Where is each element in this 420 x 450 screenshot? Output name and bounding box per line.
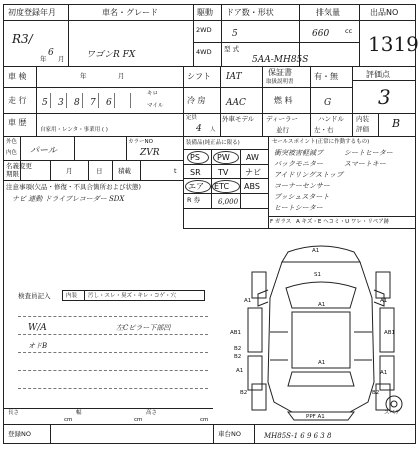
mark-a1-mid: A1: [318, 302, 326, 308]
first-reg-value: R3/: [12, 32, 33, 46]
drive-4wd: 4WD: [196, 48, 212, 56]
shift-label: シフト: [187, 72, 211, 81]
equip-sr: SR: [190, 168, 201, 177]
mark-a1-top: A1: [312, 248, 320, 254]
score-value: 3: [378, 85, 391, 109]
color-label: 外色: [6, 139, 18, 145]
mark-a1-left: A1: [244, 298, 252, 304]
mark-ab1-b: AB1: [384, 330, 396, 336]
scratch-legend: A キズ・E ヘコミ・U ワレ・リペア跡: [296, 219, 390, 225]
history-label: 車 歴: [8, 118, 27, 127]
capacity2-label: 積載: [118, 167, 131, 175]
inspector-note-2: 左Cピラー下部凹: [116, 324, 171, 332]
sales-point-r2: スマートキー: [344, 160, 386, 168]
capacity-label: 定員: [186, 115, 198, 121]
cc-unit: cc: [345, 27, 353, 35]
handle-label: ハンドル: [318, 115, 344, 123]
seats-unit: 人: [210, 127, 216, 133]
interior-state-label: 内装: [66, 293, 78, 299]
equip-air: エア: [188, 182, 204, 191]
color-sub: 内色: [6, 150, 18, 156]
mileage-km: キロ: [147, 91, 159, 97]
outer-model-label: 外車モデル: [222, 115, 255, 123]
inspector-note-1: W/A: [28, 323, 47, 333]
lot-no-label: 出品NO: [370, 8, 399, 17]
equip-tv: TV: [218, 168, 229, 177]
spare-label: スペア: [384, 410, 401, 416]
year-unit: 年: [40, 55, 47, 63]
shift-value: IAT: [226, 72, 242, 82]
name-change-label: 名義変更: [6, 162, 32, 170]
dealer-label: ディーラー: [266, 115, 298, 123]
mileage-digit-2: 3: [58, 98, 64, 108]
equipment-header: 装備品(純正品に限る): [186, 140, 240, 146]
sales-point-4: コーナーセンサー: [274, 182, 330, 190]
chassis-value: MH85S-1 6 9 6 3 8: [264, 432, 332, 440]
seats-value: 4: [196, 124, 202, 134]
mark-s1: S1: [314, 272, 321, 278]
mark-a1-right: A1: [380, 298, 388, 304]
r-cabin-value: 6,000: [218, 198, 239, 206]
first-reg-label: 初度登録年月: [8, 8, 56, 17]
notes-value: ナビ 連動 ドライブレコーダー SDX: [12, 195, 125, 203]
mark-a1-b2: A1: [318, 360, 326, 366]
score-label: 評価点: [366, 70, 390, 79]
period-day: 日: [96, 167, 103, 175]
fuel-label: 燃 料: [274, 96, 293, 105]
car-name-label: 車名・グレード: [102, 8, 158, 17]
doors-value: 5: [232, 29, 238, 39]
equip-etc: ETC: [214, 182, 230, 191]
mark-ab1: AB1: [230, 330, 242, 336]
equip-ps: PS: [190, 153, 200, 162]
mileage-digit-5: 6: [106, 98, 112, 108]
inspection-year: 年: [80, 72, 87, 80]
sales-point-2: バックモニター: [274, 160, 323, 168]
fuel-tax-label: F ガラス: [270, 219, 292, 225]
month-unit: 月: [58, 55, 65, 63]
mileage-label: 走 行: [8, 96, 27, 105]
interior-label: 内装: [356, 115, 369, 123]
inspection-label: 車 検: [8, 72, 27, 81]
sales-header: セールスポイント(正常に作動するもの): [272, 139, 370, 145]
r-label: R 券: [187, 196, 201, 204]
interior-sub: 評価: [356, 125, 369, 133]
mileage-digit-4: 7: [90, 98, 96, 108]
color-no-label: カラーNO: [128, 139, 153, 145]
color-no-value: ZVR: [140, 148, 160, 158]
sales-point-6: ヒートシーター: [274, 204, 323, 212]
model-label: 型 式: [224, 45, 240, 53]
mark-b2b: B2: [234, 354, 242, 360]
displacement-label: 排気量: [316, 8, 340, 17]
left-right: 左・右: [314, 126, 334, 134]
equip-aw: AW: [246, 153, 259, 162]
period-label: 期限: [6, 170, 19, 178]
parallel-label: 並行: [276, 126, 289, 134]
doors-label: ドア数・形状: [226, 8, 274, 17]
history-options: 自家用・レンタ・事業用 ( ): [40, 127, 108, 133]
model-value: 5AA-MH85S: [252, 55, 309, 65]
sales-point-5: プッシュスタート: [274, 193, 330, 201]
interior-state-items: 汚し・スレ・臭ズ・キレ・コゲ・穴: [88, 293, 176, 299]
equip-abs: ABS: [244, 182, 260, 191]
mileage-digit-3: 8: [74, 98, 80, 108]
displacement-value: 660: [312, 29, 330, 39]
car-name-value: ワゴンR FX: [86, 50, 136, 60]
mark-a1-rr: A1: [380, 370, 388, 376]
mark-a1-rl: A1: [236, 368, 244, 374]
color-outer-value: パール: [30, 146, 57, 156]
drive-2wd: 2WD: [196, 26, 212, 34]
warranty-yes-no: 有・無: [314, 72, 338, 81]
interior-value: B: [392, 117, 401, 130]
period-month: 月: [66, 167, 73, 175]
length-label: 長さ: [8, 410, 20, 416]
equip-navi: ナビ: [245, 168, 261, 177]
inspector-note-3: オドB: [28, 342, 48, 350]
mark-b2c: B2: [240, 390, 248, 396]
car-damage-diagram: [228, 232, 414, 424]
sales-point-3: アイドリングストップ: [274, 171, 343, 179]
lot-no: 1319: [368, 32, 419, 56]
sales-point-r1: シートヒーター: [344, 149, 393, 157]
cm-2: cm: [134, 417, 143, 423]
ton-unit: t: [174, 167, 177, 175]
cm-1: cm: [64, 417, 73, 423]
reg-no-label: 登録NO: [8, 430, 31, 438]
mark-b2d: B2: [372, 390, 380, 396]
mark-a1-bot: PPF A1: [306, 414, 325, 420]
mileage-digit-1: 5: [42, 98, 48, 108]
first-reg-month: 6: [48, 48, 54, 58]
chassis-no-label: 車台NO: [218, 430, 241, 438]
cm-3: cm: [200, 417, 209, 423]
warranty-sub: 取扱説明書: [266, 79, 294, 85]
mark-b2a: B2: [234, 346, 242, 352]
sales-point-1: 衝突被害軽減ブ: [274, 149, 323, 157]
fuel-value: G: [324, 98, 332, 108]
notes-header: 注意事項(欠品・修復・不具合箇所および状態): [6, 183, 142, 191]
inspection-month: 月: [118, 72, 125, 80]
width-label: 幅: [76, 410, 82, 416]
inspector-label: 検査員記入: [18, 292, 51, 300]
height-label: 高さ: [146, 410, 158, 416]
aircon-value: AAC: [226, 98, 246, 108]
aircon-label: 冷 房: [187, 96, 206, 105]
equip-pw: PW: [217, 153, 230, 162]
mileage-mile: マイル: [147, 103, 164, 109]
drive-label: 駆動: [197, 8, 213, 17]
warranty-label: 保証書: [268, 68, 292, 77]
